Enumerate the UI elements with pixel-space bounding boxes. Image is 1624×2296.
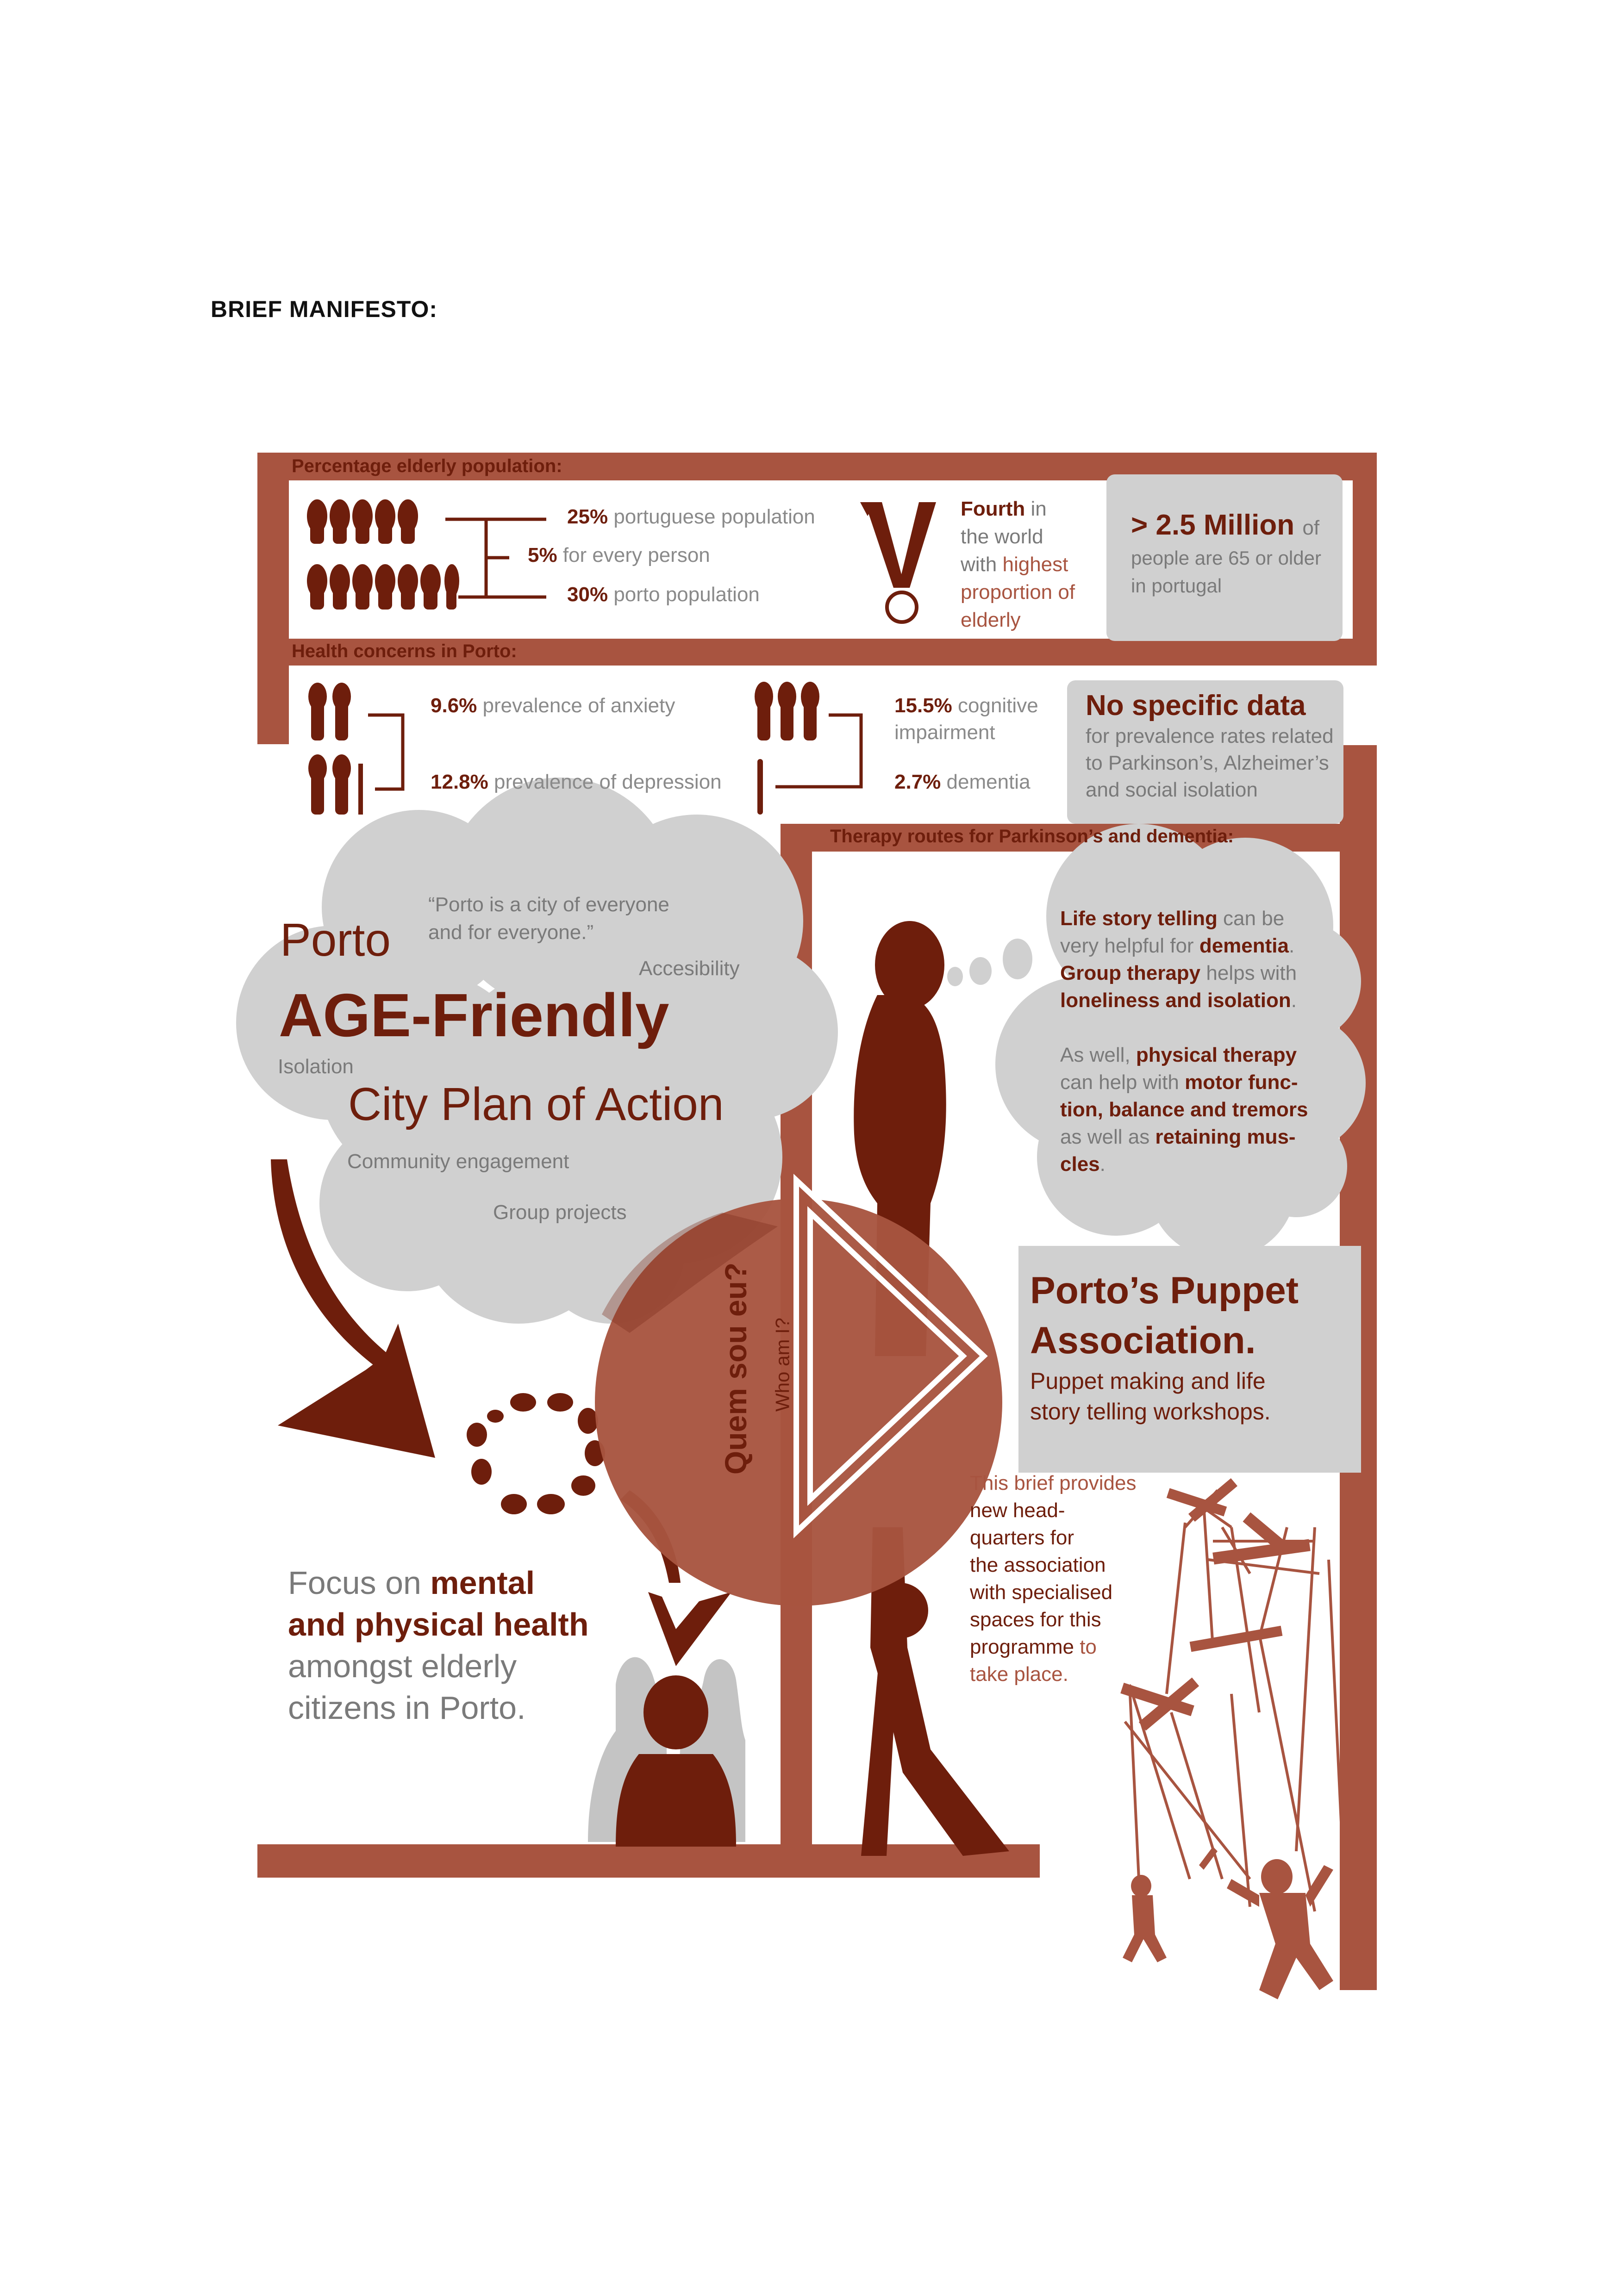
therapy-p1-t1: very helpful for (1060, 934, 1199, 957)
therapy-p2-b4: cles (1060, 1153, 1100, 1176)
fourth-l1: in (1031, 498, 1047, 520)
therapy-p1-t2: helps with (1200, 962, 1297, 984)
focus-b1: mental (430, 1565, 535, 1601)
puppet-title-1: Porto’s Puppet (1030, 1269, 1299, 1312)
fourth-l4: proportion of (961, 581, 1075, 604)
stat-portuguese-population (567, 505, 815, 528)
million-l3: in portugal (1131, 575, 1222, 597)
brief-l4: the association (970, 1554, 1106, 1576)
fourth-l2: the world (961, 525, 1043, 548)
stat-dementia (894, 771, 1031, 793)
therapy-p2-b2: tion, balance and tremors (1060, 1098, 1308, 1121)
no-data-panel-text (1086, 689, 1334, 803)
fourth-l3a: with (961, 553, 997, 576)
brief-l8: take place. (970, 1663, 1068, 1686)
focus-person-icon (588, 1657, 745, 1847)
cloud-quote-l1: “Porto is a city of everyone (428, 893, 669, 916)
cloud-plan: City Plan of Action (348, 1078, 724, 1130)
focus-c1: amongst elderly (288, 1648, 517, 1684)
therapy-paragraph-2 (1060, 1041, 1308, 1178)
stat-value: 12.8% (431, 771, 488, 793)
cloud-quote (428, 891, 669, 946)
therapy-p2-t1: can help with (1060, 1071, 1185, 1094)
stat-text: impairment (894, 721, 995, 744)
therapy-p2-b3: retaining mus- (1155, 1126, 1296, 1148)
stat-cognitive (894, 694, 1038, 717)
no-data-l2: to Parkinson’s, Alzheimer’s (1086, 752, 1329, 774)
health-section-label: Health concerns in Porto: (292, 641, 517, 661)
stat-impairment (894, 721, 995, 744)
stat-value: 2.7% (894, 771, 941, 793)
brief-text (970, 1469, 1136, 1688)
stat-text: for every person (562, 544, 710, 566)
therapy-p1-b2: Group therapy (1060, 962, 1201, 984)
million-panel-text (1131, 509, 1321, 600)
no-data-l1: for prevalence rates related (1086, 725, 1334, 747)
population-section-label: Percentage elderly population: (292, 456, 562, 476)
brief-l2: new head- (970, 1499, 1065, 1522)
therapy-paragraph-1 (1060, 905, 1297, 1014)
cloud-age-friendly: AGE-Friendly (279, 981, 669, 1049)
fourth-l3b: highest (1002, 553, 1068, 576)
medal-icon (860, 502, 936, 622)
cloud-keyword-group: Group projects (493, 1201, 627, 1224)
stat-text: portuguese population (613, 505, 815, 528)
stat-depression (431, 771, 722, 793)
stat-text: porto population (613, 583, 760, 606)
brief-l1: This brief provides (970, 1472, 1137, 1494)
stat-value: 5% (528, 544, 557, 566)
population-person-icons (307, 499, 459, 610)
therapy-p1-b3: loneliness and isolation (1060, 989, 1291, 1012)
therapy-p1-t0: can be (1217, 907, 1285, 930)
stat-text: prevalence of depression (494, 771, 722, 793)
brief-l6: spaces for this (970, 1608, 1101, 1631)
therapy-p2-t4: . (1099, 1153, 1106, 1176)
cloud-keyword-community: Community engagement (347, 1150, 569, 1173)
stat-value: 30% (567, 583, 608, 606)
stat-value: 9.6% (431, 694, 477, 717)
stat-value: 15.5% (894, 694, 952, 717)
therapy-p2-b0: physical therapy (1136, 1044, 1297, 1066)
brief-l7b: to (1074, 1636, 1097, 1658)
marionette-figures (1123, 1847, 1333, 1999)
million-l2: people are 65 or older (1131, 547, 1321, 569)
page-title: BRIEF MANIFESTO: (211, 296, 438, 322)
focus-a: Focus on (288, 1565, 431, 1601)
therapy-p1-t3: . (1291, 989, 1297, 1012)
million-value: > 2.5 Million (1131, 509, 1295, 541)
therapy-section-label: Therapy routes for Parkinson’s and dementia: (830, 826, 1234, 846)
therapy-p1-b1: dementia (1199, 934, 1289, 957)
million-suffix: of (1302, 516, 1320, 539)
therapy-p2-b1: motor func- (1185, 1071, 1298, 1094)
brief-l5: with specialised (970, 1581, 1113, 1604)
brief-l3: quarters for (970, 1526, 1074, 1549)
stat-text: prevalence of anxiety (482, 694, 675, 717)
stat-porto-population (567, 583, 760, 606)
fourth-bold: Fourth (961, 498, 1025, 520)
stat-text: cognitive (958, 694, 1038, 717)
cloud-keyword-isolation: Isolation (278, 1055, 354, 1078)
therapy-p2-t0: As well, (1060, 1044, 1136, 1066)
puppet-title-2: Association. (1030, 1319, 1256, 1362)
focus-text (288, 1562, 589, 1729)
no-data-title: No specific data (1086, 690, 1306, 722)
stat-per-person (528, 544, 710, 566)
cloud-porto: Porto (280, 914, 391, 966)
stat-value: 25% (567, 505, 608, 528)
fourth-l5: elderly (961, 609, 1021, 631)
puppet-association-text (1030, 1266, 1299, 1427)
cloud-quote-l2: and for everyone.” (428, 921, 594, 944)
therapy-p2-t3: as well as (1060, 1126, 1156, 1148)
stat-anxiety (431, 694, 675, 717)
circle-of-dots-icon (467, 1393, 605, 1514)
focus-b2: and physical health (288, 1606, 589, 1643)
therapy-p1-b0: Life story telling (1060, 907, 1218, 930)
brief-l7a: programme (970, 1636, 1074, 1658)
puppet-sub-1: Puppet making and life (1030, 1368, 1266, 1394)
fourth-in-world-text (961, 495, 1075, 634)
no-data-l3: and social isolation (1086, 778, 1258, 801)
stat-text: dementia (946, 771, 1031, 793)
cloud-keyword-accesibility: Accesibility (639, 957, 740, 980)
puppet-sub-2: story telling workshops. (1030, 1399, 1271, 1425)
therapy-p1-t1b: . (1288, 934, 1295, 957)
focus-c2: citizens in Porto. (288, 1690, 526, 1726)
